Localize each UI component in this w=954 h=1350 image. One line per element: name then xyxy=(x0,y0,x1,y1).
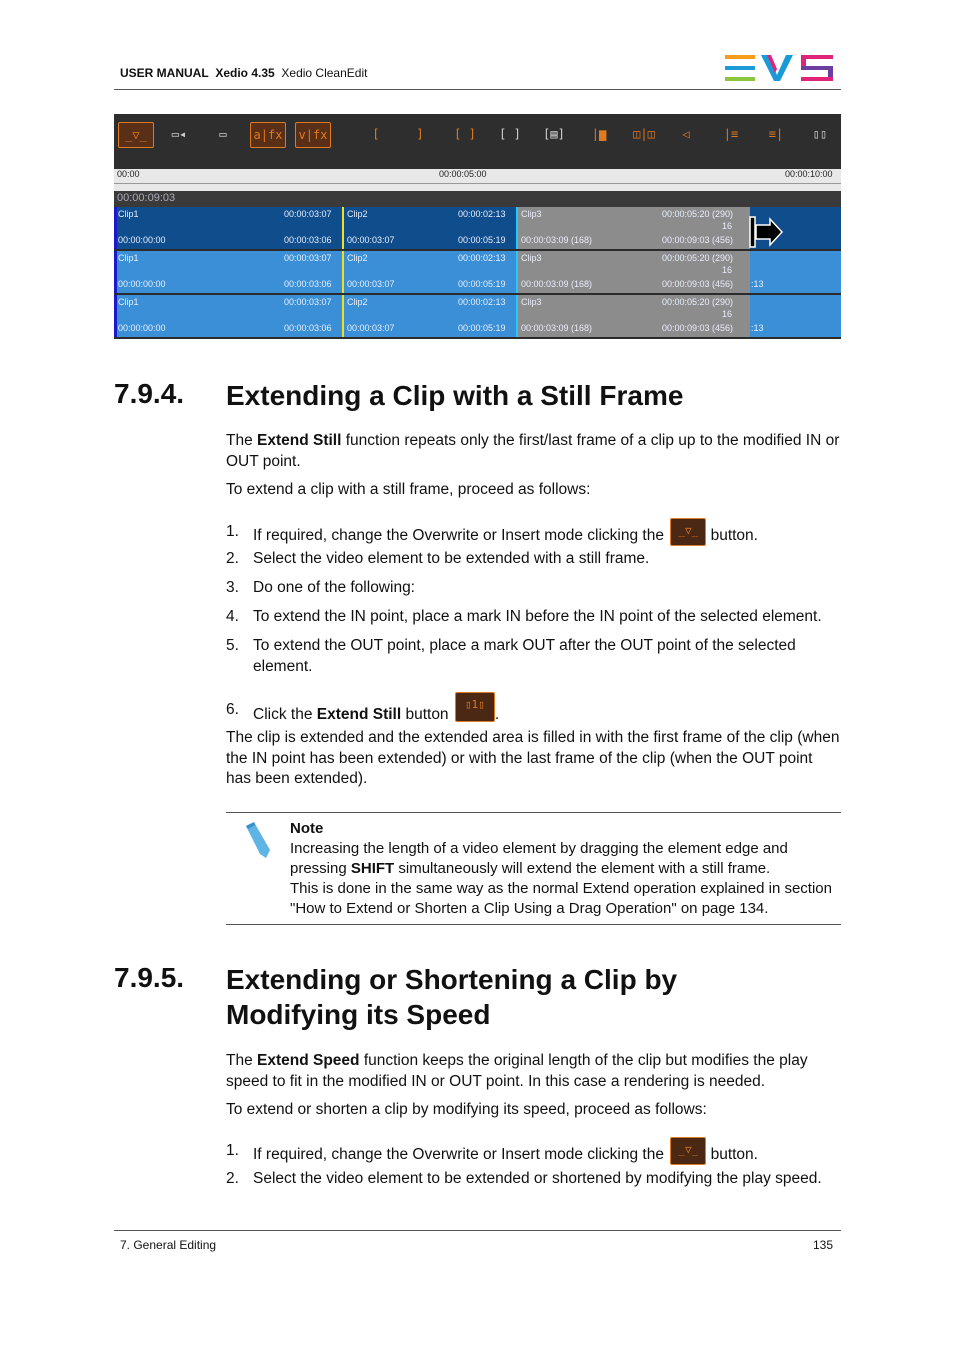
clip-dur-label: 00:00:02:13 xyxy=(458,253,506,263)
clip-dur-label: 00:00:05:20 (290) xyxy=(662,209,734,219)
paragraph: The Extend Still function repeats only the first/last frame of a clip up to the modified IN or OUT point. xyxy=(226,432,840,470)
clip-end-label: 00:00:03:06 xyxy=(284,279,332,289)
section-title: Extending or Shortening a Clip by Modifying its Speed xyxy=(226,964,678,1030)
timecode-value: 00:00:09:03 xyxy=(117,192,176,204)
clip-start-label: 00:00:00:00 xyxy=(118,235,166,245)
current-timecode xyxy=(114,191,841,207)
clip-boundary xyxy=(516,295,518,337)
timeline-track[interactable] xyxy=(114,295,841,337)
clip-element[interactable] xyxy=(114,207,342,249)
clip-end-label: 00:00:05:19 xyxy=(458,235,506,245)
module-name: Xedio CleanEdit xyxy=(281,66,368,80)
footer-rule xyxy=(114,1230,841,1231)
clip-extra-label: 16 xyxy=(722,309,733,319)
page-number: 135 xyxy=(813,1238,834,1252)
clip-end-label: 00:00:05:19 xyxy=(458,323,506,333)
ruler-label: 00:00:10:00 xyxy=(785,169,833,179)
section-number: 7.9.5. xyxy=(114,962,185,993)
clip-element[interactable] xyxy=(517,207,750,249)
footer-chapter: 7. General Editing xyxy=(120,1238,217,1252)
time-ruler[interactable] xyxy=(114,169,841,191)
overwrite-insert-icon: _▽_ xyxy=(670,518,706,546)
clip-name-label: Clip1 xyxy=(118,297,139,307)
note-rule xyxy=(226,812,841,813)
clip-start-label: 00:00:03:07 xyxy=(347,279,395,289)
clip-start-label: 00:00:03:09 (168) xyxy=(521,323,593,333)
clip-start-label: 00:00:03:09 (168) xyxy=(521,279,593,289)
track-start-marker xyxy=(114,295,117,337)
paragraph: To extend a clip with a still frame, proceed as follows: xyxy=(226,481,591,498)
section-number: 7.9.4. xyxy=(114,378,185,409)
clip-dur-label: 00:00:02:13 xyxy=(458,297,506,307)
clip-name-label: Clip3 xyxy=(521,297,542,307)
audio-fx-icon[interactable]: a|fx xyxy=(250,122,286,148)
track-start-marker xyxy=(114,207,117,249)
clip-name-label: Clip3 xyxy=(521,253,542,263)
clip-extra-label: 16 xyxy=(722,221,733,231)
clip-element[interactable] xyxy=(114,295,342,337)
go-start-icon[interactable]: |≡ xyxy=(723,127,739,141)
clip-element[interactable] xyxy=(343,295,516,337)
timeline-toolbar xyxy=(114,114,841,169)
note-rule xyxy=(226,924,841,925)
clip-end-label: 00:00:09:03 (456) xyxy=(662,235,734,245)
section-title: Extending a Clip with a Still Frame xyxy=(226,380,684,411)
extend-icon[interactable]: [▤] xyxy=(543,127,565,141)
clip-end-label: 00:00:03:06 xyxy=(284,235,332,245)
manual-label: USER MANUAL xyxy=(120,66,209,80)
clip-name-label: Clip2 xyxy=(347,209,368,219)
clip-element[interactable] xyxy=(517,295,750,337)
video-fx-icon[interactable]: v|fx xyxy=(295,122,331,148)
paragraph: The clip is extended and the extended area is filled in with the first frame of the clip (when the IN point has been extended) or with the last frame of the clip (when the OUT point has been extended). xyxy=(226,729,840,787)
clip-end-label: 00:00:05:19 xyxy=(458,279,506,289)
clip-element[interactable] xyxy=(343,251,516,293)
clip-tail-label: :13 xyxy=(751,323,764,333)
clip-boundary xyxy=(342,207,344,249)
clip-extra-label: 16 xyxy=(722,265,733,275)
overwrite-insert-icon: _▽_ xyxy=(670,1137,706,1165)
extend-speed-icon[interactable]: ◫|◫ xyxy=(633,127,655,141)
timeline-track[interactable] xyxy=(114,207,841,249)
clip-dur-label: 00:00:03:07 xyxy=(284,297,332,307)
clip-start-label: 00:00:03:09 (168) xyxy=(521,235,593,245)
clip-dur-label: 00:00:05:20 (290) xyxy=(662,253,734,263)
ruler-label: 00:00 xyxy=(117,169,140,179)
trim-cursor-icon xyxy=(748,215,788,249)
clip-dur-label: 00:00:03:07 xyxy=(284,209,332,219)
clip-name-label: Clip1 xyxy=(118,209,139,219)
mark-in-out-icon[interactable]: [ ] xyxy=(454,127,476,141)
clip-name-label: Clip2 xyxy=(347,297,368,307)
clip-start-label: 00:00:00:00 xyxy=(118,279,166,289)
monitor-icon[interactable]: ▭ xyxy=(219,127,227,141)
clip-start-label: 00:00:03:07 xyxy=(347,323,395,333)
track-start-marker xyxy=(114,251,117,293)
clip-dur-label: 00:00:05:20 (290) xyxy=(662,297,734,307)
header-rule xyxy=(114,89,841,90)
timeline-screenshot xyxy=(114,114,841,339)
clip-end-label: 00:00:03:06 xyxy=(284,323,332,333)
mark-in-icon[interactable]: [ xyxy=(372,127,380,141)
clip-dur-label: 00:00:02:13 xyxy=(458,209,506,219)
clip-name-label: Clip3 xyxy=(521,209,542,219)
note-box: Note Increasing the length of a video element by dragging the element edge and pressing SHIFT simultaneously will extend the element with a still frame. This is done in the same way as the normal Extend operation explained in section "How to Extend or Shorten a Clip Using a Drag Operation" on page 134. xyxy=(290,820,832,917)
clip-element[interactable] xyxy=(114,251,342,293)
previous-icon[interactable]: ◁ xyxy=(682,127,690,141)
timeline-track[interactable] xyxy=(114,251,841,293)
paragraph: To extend or shorten a clip by modifying its speed, proceed as follows: xyxy=(226,1101,707,1118)
clip-boundary xyxy=(516,207,518,249)
clip-boundary xyxy=(342,251,344,293)
clip-element[interactable] xyxy=(343,207,516,249)
clip-tail-label: :13 xyxy=(751,279,764,289)
clear-marks-icon[interactable]: [ ] xyxy=(499,127,521,141)
paragraph: The Extend Speed function keeps the original length of the clip but modifies the play speed to fit in the modified IN or OUT point. In this case a rendering is needed. xyxy=(226,1052,808,1090)
mark-out-icon[interactable]: ] xyxy=(416,127,424,141)
evs-logo-icon xyxy=(725,53,835,83)
pencil-icon xyxy=(242,820,272,860)
clip-element[interactable] xyxy=(517,251,750,293)
note-title: Note xyxy=(290,820,324,837)
ruler-label: 00:00:05:00 xyxy=(439,169,487,179)
camera-icon[interactable]: ▭◂ xyxy=(171,127,187,141)
clip-boundary xyxy=(342,295,344,337)
clip-boundary xyxy=(516,251,518,293)
clip-name-label: Clip1 xyxy=(118,253,139,263)
clip-end-label: 00:00:09:03 (456) xyxy=(662,323,734,333)
extend-still-icon[interactable]: |▆ xyxy=(591,127,607,141)
clip-start-label: 00:00:03:07 xyxy=(347,235,395,245)
extend-still-icon: ▯1▯ xyxy=(455,692,495,722)
product-name: Xedio 4.35 xyxy=(215,66,275,80)
overwrite-insert-icon[interactable]: _▽_ xyxy=(118,122,154,148)
running-header xyxy=(120,66,367,80)
clip-name-label: Clip2 xyxy=(347,253,368,263)
clip-end-label: 00:00:09:03 (456) xyxy=(662,279,734,289)
clip-start-label: 00:00:00:00 xyxy=(118,323,166,333)
full-view-icon[interactable]: ▯▯ xyxy=(812,127,828,141)
clip-dur-label: 00:00:03:07 xyxy=(284,253,332,263)
go-end-icon[interactable]: ≡| xyxy=(768,127,784,141)
